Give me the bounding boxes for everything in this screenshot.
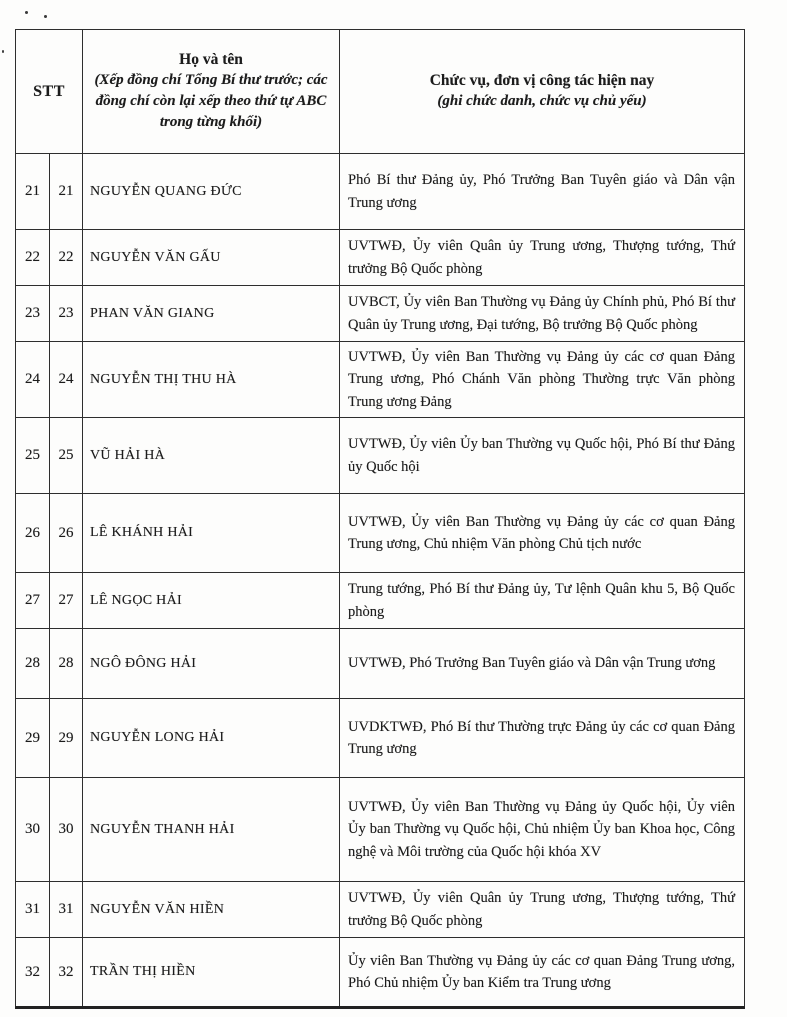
table-row <box>16 938 745 1008</box>
row-position: UVTWĐ, Phó Trưởng Ban Tuyên giáo và Dân vận Trung ương <box>340 629 745 699</box>
table-row <box>16 494 745 573</box>
row-position: Ủy viên Ban Thường vụ Đảng ủy các cơ quan Đảng Trung ương, Phó Chủ nhiệm Ủy ban Kiểm tra Trung ương <box>340 938 745 1008</box>
table-row <box>16 882 745 938</box>
header-name-title: Họ và tên <box>179 50 243 68</box>
row-position: UVTWĐ, Ủy viên Ủy ban Thường vụ Quốc hội, Phó Bí thư Đảng ủy Quốc hội <box>340 418 745 494</box>
table-row <box>16 230 745 286</box>
scan-artifact-dot <box>44 15 47 18</box>
header-position-note: (ghi chức danh, chức vụ chủ yếu) <box>437 93 647 110</box>
row-position: UVTWĐ, Ủy viên Ban Thường vụ Đảng ủy Quốc hội, Ủy viên Ủy ban Thường vụ Quốc hội, Chủ nhiệm Ủy ban Khoa học, Công nghệ và Môi trường của Quốc hội khóa XV <box>340 778 745 882</box>
roster-table <box>15 29 745 1009</box>
row-number-primary: 23 <box>16 286 50 342</box>
row-position: UVTWĐ, Ủy viên Quân ủy Trung ương, Thượng tướng, Thứ trưởng Bộ Quốc phòng <box>340 230 745 286</box>
row-number-primary: 26 <box>16 494 50 573</box>
table-body <box>16 154 745 1008</box>
row-number-primary: 24 <box>16 342 50 418</box>
header-row <box>16 30 745 154</box>
table-row <box>16 778 745 882</box>
header-name-note: (Xếp đồng chí Tổng Bí thư trước; các đồng chí còn lại xếp theo thứ tự ABC trong từng khối) <box>94 72 328 131</box>
row-number-secondary: 30 <box>50 778 83 882</box>
row-position: Phó Bí thư Đảng ủy, Phó Trưởng Ban Tuyên giáo và Dân vận Trung ương <box>340 154 745 230</box>
row-name: NGUYỄN LONG HẢI <box>83 699 340 778</box>
header-name <box>83 30 340 154</box>
table-row <box>16 286 745 342</box>
header-stt <box>16 30 83 154</box>
table-row <box>16 418 745 494</box>
table-row <box>16 629 745 699</box>
row-position: UVBCT, Ủy viên Ban Thường vụ Đảng ủy Chính phủ, Phó Bí thư Quân ủy Trung ương, Đại tướng, Bộ trưởng Bộ Quốc phòng <box>340 286 745 342</box>
row-number-secondary: 32 <box>50 938 83 1008</box>
table-header <box>16 30 745 154</box>
row-name: NGUYỄN VĂN GẤU <box>83 230 340 286</box>
header-stt-label: STT <box>33 82 65 100</box>
row-number-secondary: 21 <box>50 154 83 230</box>
row-name: LÊ KHÁNH HẢI <box>83 494 340 573</box>
row-name: NGUYỄN THỊ THU HÀ <box>83 342 340 418</box>
row-number-secondary: 26 <box>50 494 83 573</box>
row-number-primary: 30 <box>16 778 50 882</box>
row-number-secondary: 27 <box>50 573 83 629</box>
row-number-secondary: 29 <box>50 699 83 778</box>
row-number-primary: 25 <box>16 418 50 494</box>
row-name: NGUYỄN QUANG ĐỨC <box>83 154 340 230</box>
row-number-primary: 29 <box>16 699 50 778</box>
row-position: UVTWĐ, Ủy viên Ban Thường vụ Đảng ủy các cơ quan Đảng Trung ương, Chủ nhiệm Văn phòng Chủ tịch nước <box>340 494 745 573</box>
row-number-primary: 21 <box>16 154 50 230</box>
scan-artifact-dot <box>25 11 28 14</box>
row-number-secondary: 22 <box>50 230 83 286</box>
header-position-title: Chức vụ, đơn vị công tác hiện nay <box>429 71 655 89</box>
row-name: PHAN VĂN GIANG <box>83 286 340 342</box>
table-row <box>16 699 745 778</box>
table-row <box>16 342 745 418</box>
row-name: LÊ NGỌC HẢI <box>83 573 340 629</box>
row-name: NGUYỄN VĂN HIỀN <box>83 882 340 938</box>
row-name: VŨ HẢI HÀ <box>83 418 340 494</box>
row-number-primary: 31 <box>16 882 50 938</box>
row-position: UVDKTWĐ, Phó Bí thư Thường trực Đảng ủy các cơ quan Đảng Trung ương <box>340 699 745 778</box>
row-number-primary: 27 <box>16 573 50 629</box>
scan-artifact-dot <box>2 50 4 53</box>
row-position: Trung tướng, Phó Bí thư Đảng ủy, Tư lệnh Quân khu 5, Bộ Quốc phòng <box>340 573 745 629</box>
row-name: TRẦN THỊ HIỀN <box>83 938 340 1008</box>
header-position <box>340 30 745 154</box>
table-row <box>16 573 745 629</box>
row-position: UVTWĐ, Ủy viên Ban Thường vụ Đảng ủy các cơ quan Đảng Trung ương, Phó Chánh Văn phòng Thường trực Văn phòng Trung ương Đảng <box>340 342 745 418</box>
row-number-secondary: 23 <box>50 286 83 342</box>
row-number-primary: 28 <box>16 629 50 699</box>
row-number-secondary: 31 <box>50 882 83 938</box>
row-name: NGÔ ĐÔNG HẢI <box>83 629 340 699</box>
row-number-secondary: 28 <box>50 629 83 699</box>
row-number-primary: 32 <box>16 938 50 1008</box>
row-number-primary: 22 <box>16 230 50 286</box>
row-number-secondary: 24 <box>50 342 83 418</box>
row-name: NGUYỄN THANH HẢI <box>83 778 340 882</box>
table-row <box>16 154 745 230</box>
row-number-secondary: 25 <box>50 418 83 494</box>
row-position: UVTWĐ, Ủy viên Quân ủy Trung ương, Thượng tướng, Thứ trưởng Bộ Quốc phòng <box>340 882 745 938</box>
